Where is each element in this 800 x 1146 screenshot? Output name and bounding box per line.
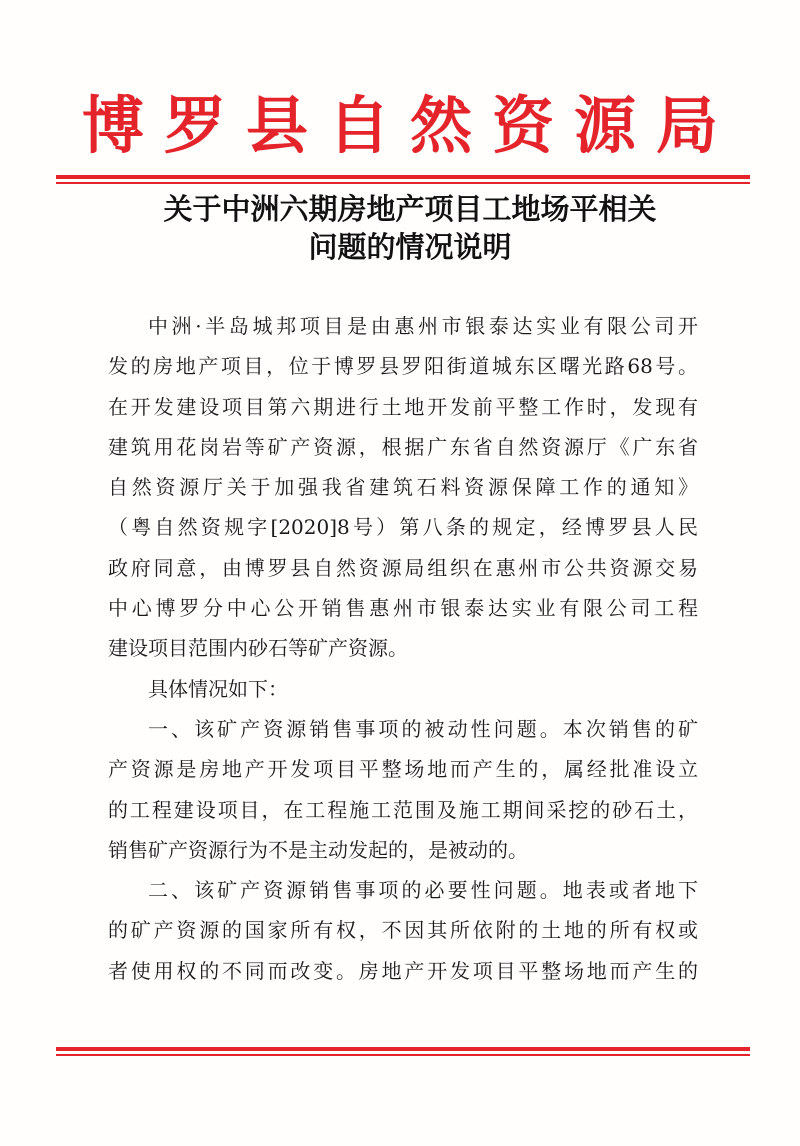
body-line: （粤自然资规字[2020]8号）第八条的规定，经博罗县人民 — [108, 515, 698, 540]
body-line: 中心博罗分中心公开销售惠州市银泰达实业有限公司工程 — [108, 596, 698, 621]
footer-red-rule-thick — [56, 1047, 750, 1051]
body-line: 具体情况如下： — [148, 676, 288, 701]
body-line: 二、该矿产资源销售事项的必要性问题。地表或者地下 — [148, 878, 698, 903]
letterhead-red-rule-thick — [56, 175, 750, 179]
document-title — [100, 190, 720, 266]
body-line: 在开发建设项目第六期进行土地开发前平整工作时，发现有 — [108, 394, 698, 419]
body-line: 自然资源厅关于加强我省建筑石料资源保障工作的通知》 — [108, 475, 698, 500]
document-title-line-1: 关于中洲六期房地产项目工地场平相关 — [163, 192, 657, 226]
body-line: 发的房地产项目，位于博罗县罗阳街道城东区曙光路68号。 — [108, 354, 698, 379]
body-line: 建设项目范围内砂石等矿产资源。 — [108, 636, 408, 661]
footer-red-rule-thin — [56, 1054, 750, 1056]
body-line: 销售矿产资源行为不是主动发起的，是被动的。 — [108, 837, 528, 862]
letterhead-org-name: 博罗县自然资源局 — [81, 89, 738, 162]
document-title-line-2: 问题的情况说明 — [308, 230, 512, 264]
letterhead-red-rule-thin — [56, 182, 750, 184]
body-line: 一、该矿产资源销售事项的被动性问题。本次销售的矿 — [148, 716, 698, 741]
body-line: 产资源是房地产开发项目平整场地而产生的，属经批准设立 — [108, 757, 698, 782]
body-line: 中洲·半岛城邦项目是由惠州市银泰达实业有限公司开 — [148, 314, 698, 338]
body-line: 的矿产资源的国家所有权，不因其所依附的土地的所有权或 — [108, 918, 698, 943]
body-line: 者使用权的不同而改变。房地产开发项目平整场地而产生的 — [108, 958, 698, 983]
document-body — [108, 306, 698, 991]
body-line: 的工程建设项目，在工程施工范围及施工期间采挖的砂石土， — [108, 797, 698, 822]
body-line: 建筑用花岗岩等矿产资源，根据广东省自然资源厅《广东省 — [108, 434, 698, 459]
body-line: 政府同意，由博罗县自然资源局组织在惠州市公共资源交易 — [108, 555, 698, 580]
